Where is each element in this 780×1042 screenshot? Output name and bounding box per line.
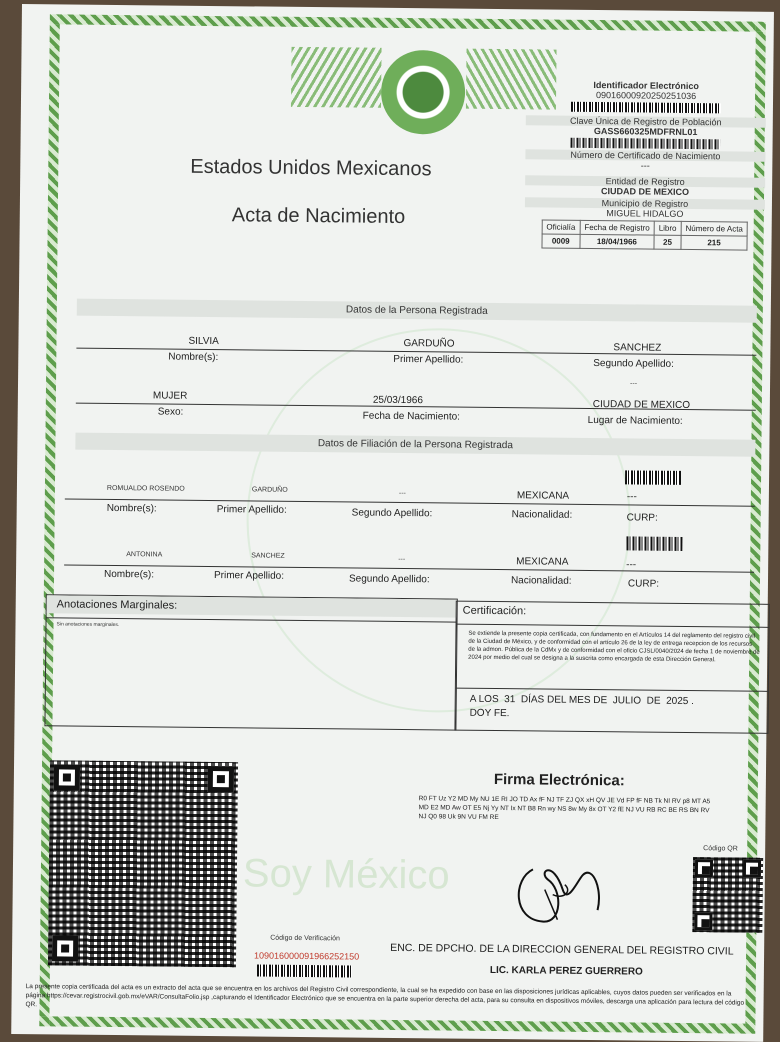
table-cell: 0009	[542, 234, 580, 248]
persona-fecha-nac: 25/03/1966	[372, 394, 423, 407]
madre-apellido2-label: Segundo Apellido:	[348, 573, 430, 586]
id-barcode	[571, 102, 721, 114]
entidad-label: Entidad de Registro	[525, 175, 765, 188]
persona-nombre-label: Nombre(s):	[168, 351, 219, 364]
table-cell: 25	[654, 235, 681, 249]
padre-curp-barcode	[625, 470, 681, 485]
encargado-nombre: LIC. KARLA PEREZ GUERRERO	[489, 964, 643, 978]
madre-curp-barcode	[626, 536, 682, 551]
padre-curp-label: CURP:	[626, 512, 658, 524]
document-paper	[11, 4, 774, 1042]
table-cell: 215	[681, 235, 748, 250]
table-header: Oficialía	[542, 220, 580, 234]
id-value: 09016000920250251036	[595, 90, 697, 102]
encargado-title: ENC. DE DPCHO. DE LA DIRECCION GENERAL DEL REGISTRO CIVIL	[390, 941, 734, 958]
table-cell: 18/04/1966	[580, 234, 655, 249]
certificacion-fecha: A LOS 31 DÍAS DEL MES DE JULIO DE 2025 .	[469, 693, 694, 708]
firma-code: R0 FT Uz Y2 MD My NU 1E RI JO TD Ax fF NJ TF ZJ QX xH QV JE Vd FP fF NB Tk NI RV p8 MT A5 MD E2 MD Aw OT E5 Nj Yy NT Ix NT B8 Rn wy NS 8w My 8x OT Y2 fE NJ VU RB RC BE RS BN RV NJ Q0 98 Uk 9N VU FM RE	[418, 795, 711, 822]
qr-label: Código QR	[703, 845, 738, 853]
persona-lugar-nac: CIUDAD DE MEXICO	[592, 398, 691, 412]
country-title: Estados Unidos Mexicanos	[190, 155, 432, 181]
padre-nacionalidad-label: Nacionalidad:	[511, 509, 573, 521]
madre-apellido1: SANCHEZ	[251, 552, 285, 560]
certificacion-title: Certificación:	[462, 604, 527, 618]
padre-apellido1-label: Primer Apellido:	[216, 504, 287, 516]
persona-dash: ---	[630, 380, 638, 388]
persona-sexo-label: Sexo:	[157, 406, 184, 418]
madre-nombre-label: Nombre(s):	[103, 568, 155, 581]
certificacion-text: Se extiende la presente copia certificada, con fundamento en el Artículos 14 del reglamento del registro civil de la Ciudad de México, y de conformidad con el artículo 26 de la ley de entrega recepcion de los recursos de la admon. Pública de la CdMx y de conformidad con el oficio CJSL/0040/2024 de fecha 1 de noviembre de 2024 por medio del cual se designa a la suscrita como encargada de esta Dirección General.	[468, 630, 760, 664]
curp-label: Clave Única de Registro de Población	[526, 115, 766, 128]
verification-barcode	[257, 965, 352, 978]
persona-fecha-nac-label: Fecha de Nacimiento:	[362, 410, 461, 423]
filiacion-section-title: Datos de Filiación de la Persona Registrada	[75, 433, 755, 457]
madre-curp-label: CURP:	[627, 578, 660, 590]
persona-lugar-nac-label: Lugar de Nacimiento:	[587, 414, 683, 427]
registro-table	[541, 219, 748, 250]
seal-ornament-left	[291, 47, 382, 108]
padre-nombre: ROMUALDO ROSENDO	[106, 484, 185, 493]
firma-qr-code	[692, 857, 763, 933]
certificacion-divider-2	[456, 688, 768, 692]
signature-image	[502, 849, 613, 930]
cert-num-label: Número de Certificado de Nacimiento	[525, 149, 765, 162]
certificacion-box	[454, 601, 769, 734]
certificacion-doy-fe: DOY FE.	[469, 707, 510, 720]
soy-mexico-watermark: Soy México	[242, 851, 450, 898]
curp-barcode	[571, 138, 721, 150]
verification-qr-code	[48, 760, 238, 967]
padre-nombre-label: Nombre(s):	[106, 502, 157, 515]
municipio-label: Municipio de Registro	[525, 197, 765, 210]
persona-nombre: SILVIA	[188, 335, 219, 348]
curp-value: GASS660325MDFRNL01	[593, 125, 698, 138]
madre-nacionalidad: MEXICANA	[516, 556, 569, 568]
verification-label: Código de Verificación	[270, 934, 340, 943]
anotaciones-title: Anotaciones Marginales:	[47, 595, 457, 617]
madre-apellido2: ---	[398, 555, 406, 564]
table-header: Número de Acta	[681, 221, 748, 236]
footer-legal-text: La presente copia certificada del acta es un extracto del acta que se encuentra en los archivos del Registro Civil correspondiente, la cual se ha expedido con base en las disposiciones jurídicas aplicables, cuyos datos pueden ser verificados en la página https://cevar.registrocivil.gob.mx/eVAR/ConsultaFolio.jsp ,capturando el Identificador Electrónico que se encuentra en la parte superior derecha del acta, para su consulta en dispositivos móviles, descarga una aplicación para lectura del código QR.	[25, 983, 745, 1009]
table-header: Fecha de Registro	[580, 220, 655, 235]
madre-curp: ---	[626, 559, 637, 571]
table-header: Libro	[654, 221, 681, 235]
padre-apellido2-label: Segundo Apellido:	[351, 507, 433, 520]
verification-value: 109016000091966252150	[253, 950, 360, 962]
firma-title: Firma Electrónica:	[493, 770, 625, 790]
anotaciones-text: Sin anotaciones marginales.	[56, 621, 120, 629]
id-label: Identificador Electrónico	[593, 79, 699, 92]
madre-apellido1-label: Primer Apellido:	[213, 570, 285, 582]
persona-sexo: MUJER	[152, 390, 188, 402]
padre-apellido2: ---	[398, 489, 406, 498]
persona-apellido1: GARDUÑO	[403, 338, 455, 350]
persona-apellido2: SANCHEZ	[613, 342, 662, 354]
padre-apellido1: GARDUÑO	[251, 486, 288, 494]
madre-nombre: ANTONINA	[126, 551, 163, 559]
padre-nacionalidad: MEXICANA	[516, 490, 570, 502]
padre-curp: ---	[626, 491, 637, 503]
anotaciones-box	[44, 594, 457, 730]
persona-section-title: Datos de la Persona Registrada	[77, 299, 757, 323]
cert-num-value: ---	[640, 160, 650, 171]
persona-apellido1-label: Primer Apellido:	[393, 353, 464, 366]
national-seal-icon	[381, 50, 466, 135]
header-info-block	[524, 79, 766, 251]
persona-apellido2-label: Segundo Apellido:	[593, 358, 674, 370]
municipio-value: MIGUEL HIDALGO	[606, 208, 684, 219]
document-title: Acta de Nacimiento	[231, 204, 406, 229]
certificacion-divider	[457, 624, 769, 628]
madre-nacionalidad-label: Nacionalidad:	[510, 575, 572, 587]
entidad-value: CIUDAD DE MEXICO	[601, 186, 690, 197]
